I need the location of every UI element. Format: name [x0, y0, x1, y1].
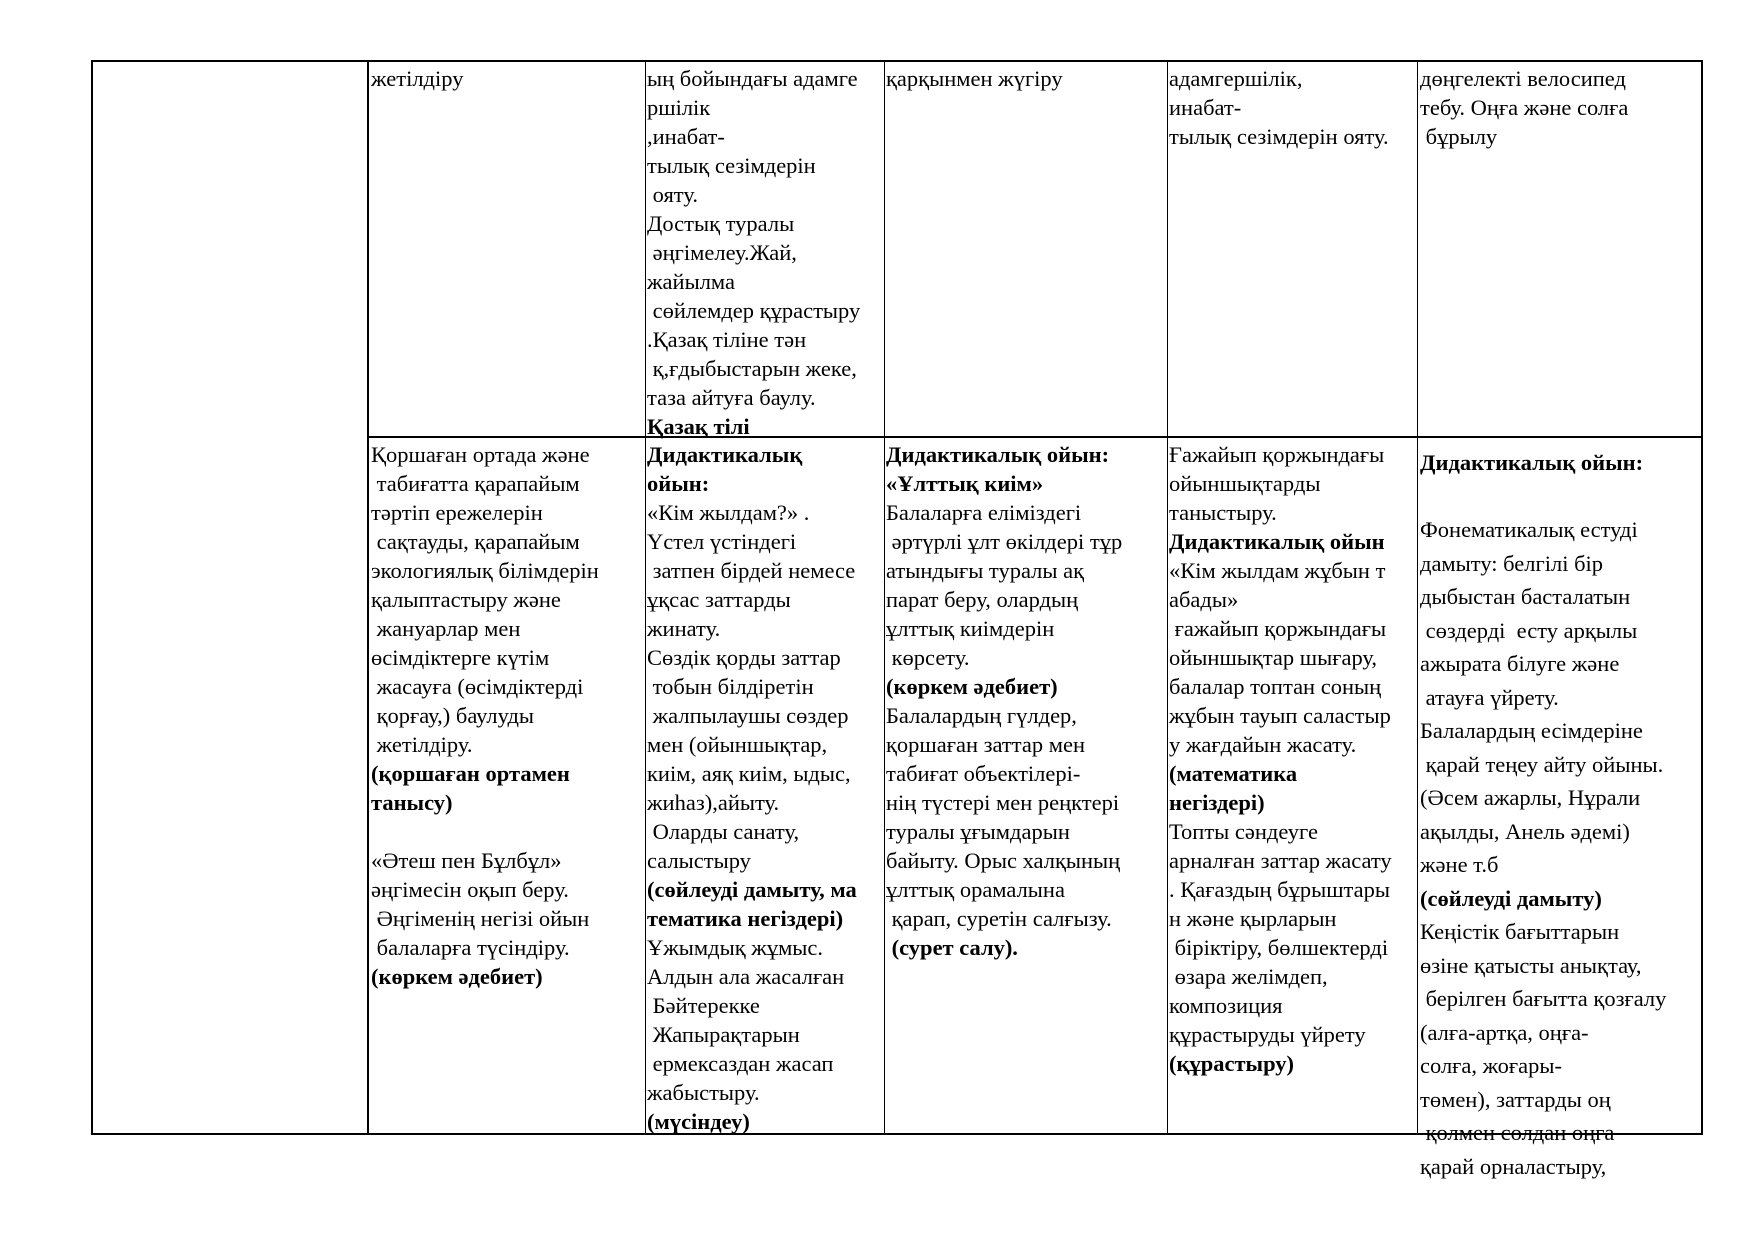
cell-text-line: Қоршаған ортада және — [371, 442, 590, 467]
cell-text-line: (қоршаған ортамен — [371, 761, 570, 786]
cell-text-line: жайылма — [647, 269, 735, 294]
row2-col6-cell — [1420, 446, 1666, 1183]
table-border-left — [91, 60, 93, 1135]
cell-text-line — [1420, 480, 1666, 514]
cell-text-line: Балалардың гүлдер, — [886, 703, 1077, 728]
cell-text-line: ермексаздан жасап — [647, 1051, 834, 1076]
cell-text-line: сөздерді есту арқылы — [1420, 617, 1638, 643]
cell-text-line: жабыстыру. — [647, 1080, 760, 1105]
cell-text-line: Қазақ тілі — [647, 414, 750, 439]
cell-text-line: Жапырақтарын — [647, 1022, 800, 1047]
cell-text-line: тебу. Оңға және солға — [1420, 95, 1629, 120]
cell-text-line — [371, 817, 599, 846]
cell-text-line: ршілік — [647, 95, 711, 120]
column-divider-5 — [1417, 60, 1418, 1135]
cell-text-line: жұбын тауып саластыр — [1169, 703, 1391, 728]
cell-text-line: төмен), заттарды оң — [1420, 1086, 1611, 1112]
row1-col4-cell — [886, 64, 1063, 93]
cell-text-line: өсімдіктерге күтім — [371, 645, 550, 670]
cell-text-line: . Қағаздың бұрыштары — [1169, 877, 1391, 902]
cell-text-line: (математика — [1169, 761, 1298, 786]
cell-text-line: табиғатта қарапайым — [371, 471, 580, 496]
cell-text-line: ойыншықтарды — [1169, 471, 1321, 496]
cell-text-line: Дидактикалық ойын: — [1420, 450, 1644, 475]
cell-text-line: абады» — [1169, 587, 1239, 612]
cell-text-line: Дидактикалық ойын — [1169, 529, 1385, 554]
cell-text-line: қоршаған заттар мен — [886, 732, 1085, 757]
column-divider-1 — [367, 60, 369, 1135]
cell-text-line: балалар топтан соның — [1169, 674, 1382, 699]
cell-text-line: тәртіп ережелерін — [371, 500, 543, 525]
cell-text-line: әңгімелеу.Жай, — [647, 240, 797, 265]
cell-text-line: ғажайып қоржындағы — [1169, 616, 1387, 641]
cell-text-line: дөңгелекті велосипед — [1420, 66, 1626, 91]
cell-text-line: (мүсіндеу) — [647, 1109, 750, 1134]
column-divider-4 — [1167, 60, 1168, 1135]
cell-text-line: «Кім жылдам?» . — [647, 500, 810, 525]
cell-text-line: Дидактикалық ойын: — [886, 442, 1110, 467]
cell-text-line: ақылды, Анель әдемі) — [1420, 818, 1630, 844]
cell-text-line: қарқынмен жүгіру — [886, 66, 1063, 91]
cell-text-line: қарап, суретін салғызу. — [886, 906, 1112, 931]
cell-text-line: Фонематикалық естуді — [1420, 517, 1638, 542]
cell-text-line: жетілдіру. — [371, 732, 473, 757]
cell-text-line: табиғат объектілері- — [886, 761, 1081, 786]
table-border-right — [1701, 60, 1703, 1135]
cell-text-line: ың бойындағы адамге — [647, 66, 858, 91]
cell-text-line: қарай теңеу айту ойыны. — [1420, 751, 1664, 777]
cell-text-line: Балаларға еліміздегі — [886, 500, 1082, 525]
row-divider — [367, 436, 1703, 438]
cell-text-line: «Кім жылдам жұбын т — [1169, 558, 1386, 583]
row2-col4-cell — [886, 440, 1122, 962]
cell-text-line: сақтауды, қарапайым — [371, 529, 580, 554]
cell-text-line: салыстыру — [647, 848, 751, 873]
row1-col5-cell — [1169, 64, 1389, 151]
cell-text-line: Топты сәндеуге — [1169, 819, 1318, 844]
cell-text-line: әңгімесін оқып беру. — [371, 877, 569, 902]
row2-col5-cell — [1169, 440, 1392, 1078]
row1-col3-cell — [647, 64, 860, 441]
cell-text-line: (алға-артқа, оңға- — [1420, 1019, 1589, 1045]
cell-text-line: ұлттық орамалына — [886, 877, 1065, 902]
cell-text-line: тылық сезімдерін ояту. — [1169, 124, 1389, 149]
cell-text-line: таныстыру. — [1169, 500, 1277, 525]
cell-text-line: атауға үйрету. — [1420, 684, 1559, 710]
cell-text-line: ұлттық киімдерін — [886, 616, 1055, 641]
cell-text-line: ұқсас заттарды — [647, 587, 791, 612]
row1-col6-cell — [1420, 64, 1628, 151]
cell-text-line: таза айтуға баулу. — [647, 385, 816, 410]
cell-text-line: тылық сезімдерін — [647, 153, 816, 178]
cell-text-line: инабат- — [1169, 95, 1242, 120]
cell-text-line: солға, жоғары- — [1420, 1053, 1562, 1078]
cell-text-line: парат беру, олардың — [886, 587, 1079, 612]
cell-text-line: берілген бағытта қозғалу — [1420, 986, 1667, 1011]
cell-text-line: жануарлар мен — [371, 616, 521, 641]
row1-col2-cell — [371, 64, 463, 93]
cell-text-line: әртүрлі ұлт өкілдері тұр — [886, 529, 1123, 554]
cell-text-line: атындығы туралы ақ — [886, 558, 1085, 583]
cell-text-line: қорғау,) баулуды — [371, 703, 535, 728]
cell-text-line: негіздері) — [1169, 790, 1265, 815]
cell-text-line: (сурет салу). — [886, 935, 1018, 960]
cell-text-line: Дидактикалық — [647, 442, 803, 467]
cell-text-line: жасауға (өсімдіктерді — [371, 674, 584, 699]
cell-text-line: ойыншықтар шығару, — [1169, 645, 1378, 670]
cell-text-line: біріктіру, бөлшектерді — [1169, 935, 1389, 960]
cell-text-line: қолмен солдан оңға — [1420, 1120, 1615, 1145]
cell-text-line: туралы ұғымдарын — [886, 819, 1070, 844]
cell-text-line: н және қырларын — [1169, 906, 1337, 931]
cell-text-line: (құрастыру) — [1169, 1051, 1295, 1076]
cell-text-line: қалыптастыру және — [371, 587, 561, 612]
cell-text-line: бұрылу — [1420, 124, 1498, 149]
cell-text-line: (көркем әдебиет) — [371, 964, 543, 989]
cell-text-line: мен (ойыншықтар, — [647, 732, 828, 757]
cell-text-line: балаларға түсіндіру. — [371, 935, 570, 960]
cell-text-line: және т.б — [1420, 852, 1499, 877]
cell-text-line: адамгершілік, — [1169, 66, 1303, 91]
cell-text-line: құрастыруды үйрету — [1169, 1022, 1366, 1047]
cell-text-line: жинату. — [647, 616, 721, 641]
cell-text-line: ажырата білуге және — [1420, 651, 1620, 676]
cell-text-line: көрсету. — [886, 645, 970, 670]
cell-text-line: затпен бірдей немесе — [647, 558, 856, 583]
cell-text-line: Оларды санату, — [647, 819, 800, 844]
cell-text-line: у жағдайын жасату. — [1169, 732, 1357, 757]
cell-text-line: (Әсем ажарлы, Нұрали — [1420, 785, 1641, 810]
cell-text-line: ойын: — [647, 471, 710, 496]
cell-text-line: қарай орналастыру, — [1420, 1153, 1607, 1179]
column-divider-2 — [645, 60, 646, 1135]
cell-text-line: сөйлемдер құрастыру — [647, 298, 861, 323]
cell-text-line: (сөйлеуді дамыту) — [1420, 885, 1602, 911]
cell-text-line: Ғажайып қоржындағы — [1169, 442, 1385, 467]
cell-text-line: дыбыстан басталатын — [1420, 584, 1631, 609]
cell-text-line: өзіне қатысты анықтау, — [1420, 952, 1642, 978]
cell-text-line: жиһаз),айыту. — [647, 790, 780, 815]
cell-text-line: қ,ғдыбыстарын жеке, — [647, 356, 857, 381]
cell-text-line: нің түстері мен реңктері — [886, 790, 1120, 815]
cell-text-line: өзара желімдеп, — [1169, 964, 1328, 989]
cell-text-line: композиция — [1169, 993, 1283, 1018]
cell-text-line: Әңгіменің негізі ойын — [371, 906, 590, 931]
cell-text-line: Балалардың есімдеріне — [1420, 718, 1643, 743]
cell-text-line: тематика негіздері) — [647, 906, 844, 931]
cell-text-line: жалпылаушы сөздер — [647, 703, 849, 728]
column-divider-3 — [884, 60, 885, 1135]
cell-text-line: ,инабат- — [647, 124, 725, 149]
cell-text-line: «Әтеш пен Бұлбұл» — [371, 848, 562, 873]
cell-text-line: экологиялық білімдерін — [371, 558, 599, 583]
cell-text-line: Сөздік қорды заттар — [647, 645, 841, 670]
cell-text-line: Ұжымдық жұмыс. — [647, 935, 824, 960]
cell-text-line: .Қазақ тіліне тән — [647, 327, 807, 352]
cell-text-line: тобын білдіретін — [647, 674, 814, 699]
table-border-top — [91, 60, 1703, 62]
cell-text-line: (сөйлеуді дамыту, ма — [647, 877, 857, 902]
cell-text-line: «Ұлттық киім» — [886, 471, 1044, 496]
cell-text-line: танысу) — [371, 790, 453, 815]
cell-text-line: Достық туралы — [647, 211, 795, 236]
cell-text-line: дамыту: белгілі бір — [1420, 550, 1604, 576]
cell-text-line: арналған заттар жасату — [1169, 848, 1392, 873]
cell-text-line: байыту. Орыс халқының — [886, 848, 1121, 873]
cell-text-line: Алдын ала жасалған — [647, 964, 845, 989]
cell-text-line: ояту. — [647, 182, 698, 207]
cell-text-line: жетілдіру — [371, 66, 464, 91]
row2-col3-cell — [647, 440, 857, 1136]
row2-col2-cell — [371, 440, 599, 991]
cell-text-line: киім, аяқ киім, ыдыс, — [647, 761, 851, 786]
cell-text-line: Бәйтерекке — [647, 993, 760, 1018]
cell-text-line: Үстел үстіндегі — [647, 529, 797, 554]
cell-text-line: Кеңістік бағыттарын — [1420, 919, 1620, 944]
cell-text-line: (көркем әдебиет) — [886, 674, 1058, 699]
